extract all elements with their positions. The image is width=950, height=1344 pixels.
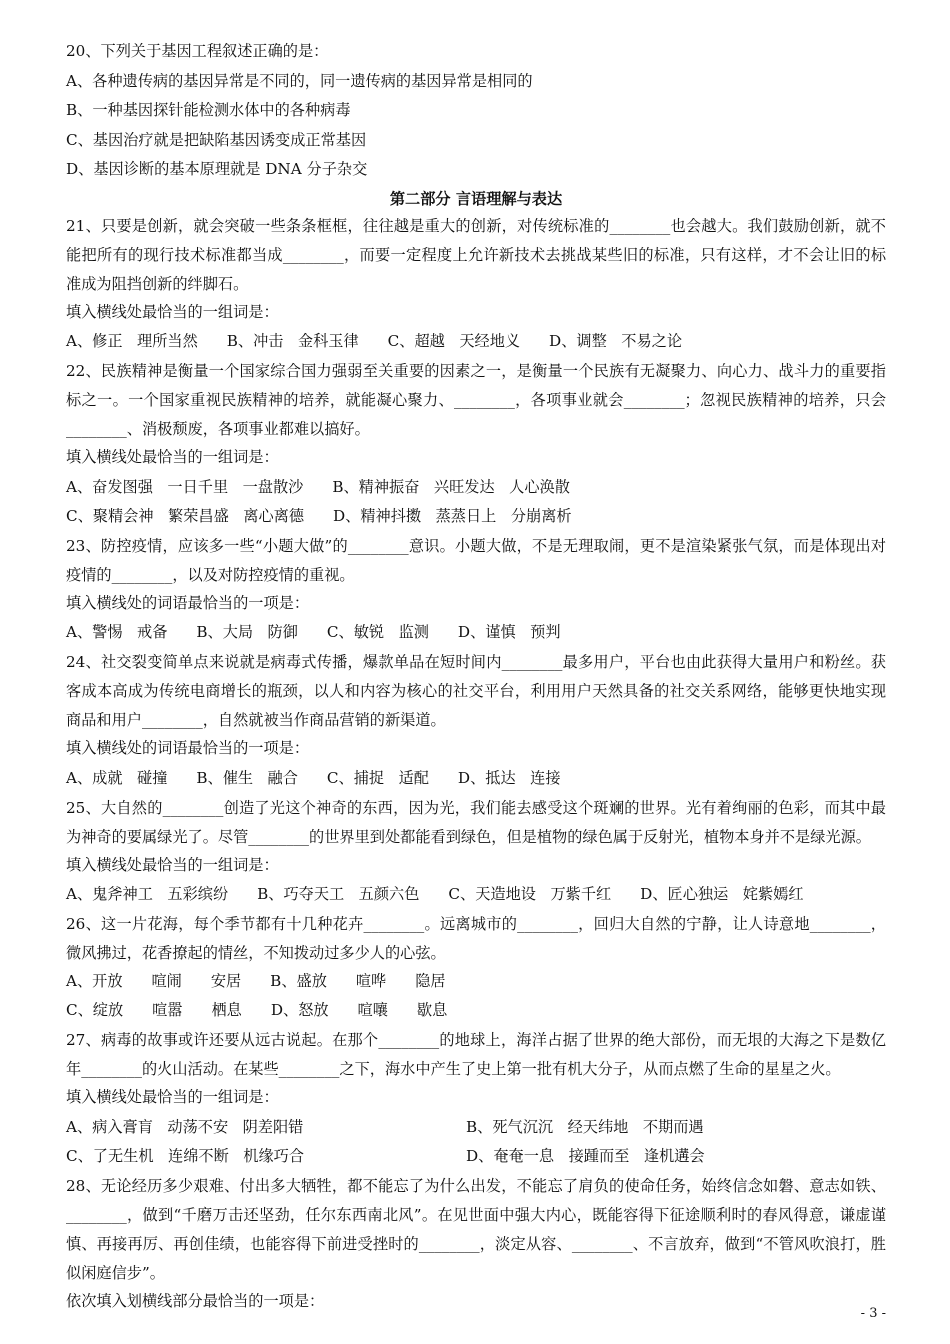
question-22-options-cd: C、聚精会神 繁荣昌盛 离心离德 D、精神抖擞 蒸蒸日上 分崩离析: [66, 506, 572, 525]
question-24-options: A、成就 碰撞 B、催生 融合 C、捕捉 适配 D、抵达 连接: [66, 768, 561, 787]
question-27-option-a: A、病入膏肓 动荡不安 阴差阳错: [66, 1117, 304, 1136]
question-21-prompt: 填入横线处最恰当的一组词是：: [66, 302, 279, 321]
exam-page: [66, 38, 886, 1317]
question-27-stem: 27、病毒的故事或许还要从远古说起。在那个________的地球上，海洋占据了世界的绝大部份，而无垠的大海之下是数亿年________的火山活动。在某些________之下，海水中产生了史上第一批有机大分子，从而点燃了生命的星星之火。: [66, 1031, 886, 1078]
question-25-prompt: 填入横线处最恰当的一组词是：: [66, 855, 279, 874]
question-22-options-ab: A、奋发图强 一日千里 一盘散沙 B、精神振奋 兴旺发达 人心涣散: [66, 477, 570, 496]
question-25-stem: 25、大自然的________创造了光这个神奇的东西，因为光，我们能去感受这个斑斓的世界。光有着绚丽的色彩，而其中最为神奇的要属绿光了。尽管________的世界里到处都能看到绿色，但是植物的绿色属于反射光，植物本身并不是绿光源。: [66, 798, 886, 846]
question-22-prompt: 填入横线处最恰当的一组词是：: [66, 448, 279, 466]
question-20-option-c: C、基因治疗就是把缺陷基因诱变成正常基因: [66, 130, 367, 149]
question-23-stem: 23、防控疫情，应该多一些“小题大做”的________意识。小题大做，不是无理取闹，更不是渲染紧张气氛，而是体现出对疫情的________，以及对防控疫情的重视。: [66, 536, 886, 584]
question-27-option-c: C、了无生机 连绵不断 机缘巧合: [66, 1146, 305, 1165]
question-20-option-b: B、一种基因探针能检测水体中的各种病毒: [66, 101, 351, 119]
section-title: 第二部分 言语理解与表达: [389, 189, 563, 208]
question-26-options-cd: C、绽放 喧嚣 栖息 D、怒放 喧嚷 歇息: [66, 1001, 448, 1019]
question-27-options-ab: [66, 1114, 886, 1140]
question-22-stem: 22、民族精神是衡量一个国家综合国力强弱至关重要的因素之一，是衡量一个民族有无凝聚力、向心力、战斗力的重要指标之一。一个国家重视民族精神的培养，就能凝心聚力、________，各项事业就会________；忽视民族精神的培养，只会________、消极颓废，各项事业都难以搞好。: [66, 362, 886, 438]
question-20-option-a: A、各种遗传病的基因异常是不同的，同一遗传病的基因异常是相同的: [66, 71, 533, 90]
question-23-options: A、警惕 戒备 B、大局 防御 C、敏锐 监测 D、谨慎 预判: [66, 623, 561, 641]
question-23-prompt: 填入横线处的词语最恰当的一项是：: [66, 593, 309, 612]
question-21-options: A、修正 理所当然 B、冲击 金科玉律 C、超越 天经地义 D、调整 不易之论: [66, 332, 683, 350]
question-20-stem: 20、下列关于基因工程叙述正确的是：: [66, 42, 329, 60]
question-21-stem: 21、只要是创新，就会突破一些条条框框，往往越是重大的创新，对传统标准的________也会越大。我们鼓励创新，就不能把所有的现行技术标准都当成________，而要一定程度上允许新技术去挑战某些旧的标准，只有这样，才不会让旧的标准成为阻挡创新的绊脚石。: [66, 216, 886, 293]
question-26-options-ab: A、开放 喧闹 安居 B、盛放 喧哗 隐居: [66, 972, 446, 990]
question-24-stem: 24、社交裂变简单点来说就是病毒式传播，爆款单品在短时间内________最多用户，平台也由此获得大量用户和粉丝。获客成本高成为传统电商增长的瓶颈，以人和内容为核心的社交平台，利用用户天然具备的社交关系网络，能够更快地实现商品和用户________，自然就被当作商品营销的新渠道。: [66, 653, 886, 729]
question-25-options: A、鬼斧神工 五彩缤纷 B、巧夺天工 五颜六色 C、天造地设 万紫千红 D、匠心独运 姹紫嫣红: [66, 885, 804, 903]
question-20-option-d: D、基因诊断的基本原理就是 DNA 分子杂交: [66, 160, 368, 178]
question-27-options-cd: [66, 1143, 886, 1169]
question-27-option-d: D、奄奄一息 接踵而至 逢机遘会: [466, 1146, 705, 1165]
question-28-prompt: 依次填入划横线部分最恰当的一项是：: [66, 1291, 325, 1310]
question-27-prompt: 填入横线处最恰当的一组词是：: [66, 1088, 279, 1106]
question-28-stem: 28、无论经历多少艰难、付出多大牺牲，都不能忘了为什么出发，不能忘了肩负的使命任务，始终信念如磐、意志如铁、________，做到“千磨万击还坚劲，任尔东西南北风”。在见世面中强大内心，既能容得下征途顺利时的春风得意，谦虚谨慎、再接再厉、再创佳绩，也能容得下前进受挫时的________，淡定从容、________、不言放弃，做到“不管风吹浪打，胜似闲庭信步”。: [66, 1176, 886, 1282]
page-number: - 3 -: [860, 1306, 886, 1321]
question-24-prompt: 填入横线处的词语最恰当的一项是：: [66, 739, 309, 757]
question-27-option-b: B、死气沉沉 经天纬地 不期而遇: [466, 1117, 704, 1136]
question-26-stem: 26、这一片花海，每个季节都有十几种花卉________。远离城市的________，回归大自然的宁静，让人诗意地________，微风拂过，花香撩起的情丝，不知拨动过多少人的心弦。: [66, 915, 886, 962]
